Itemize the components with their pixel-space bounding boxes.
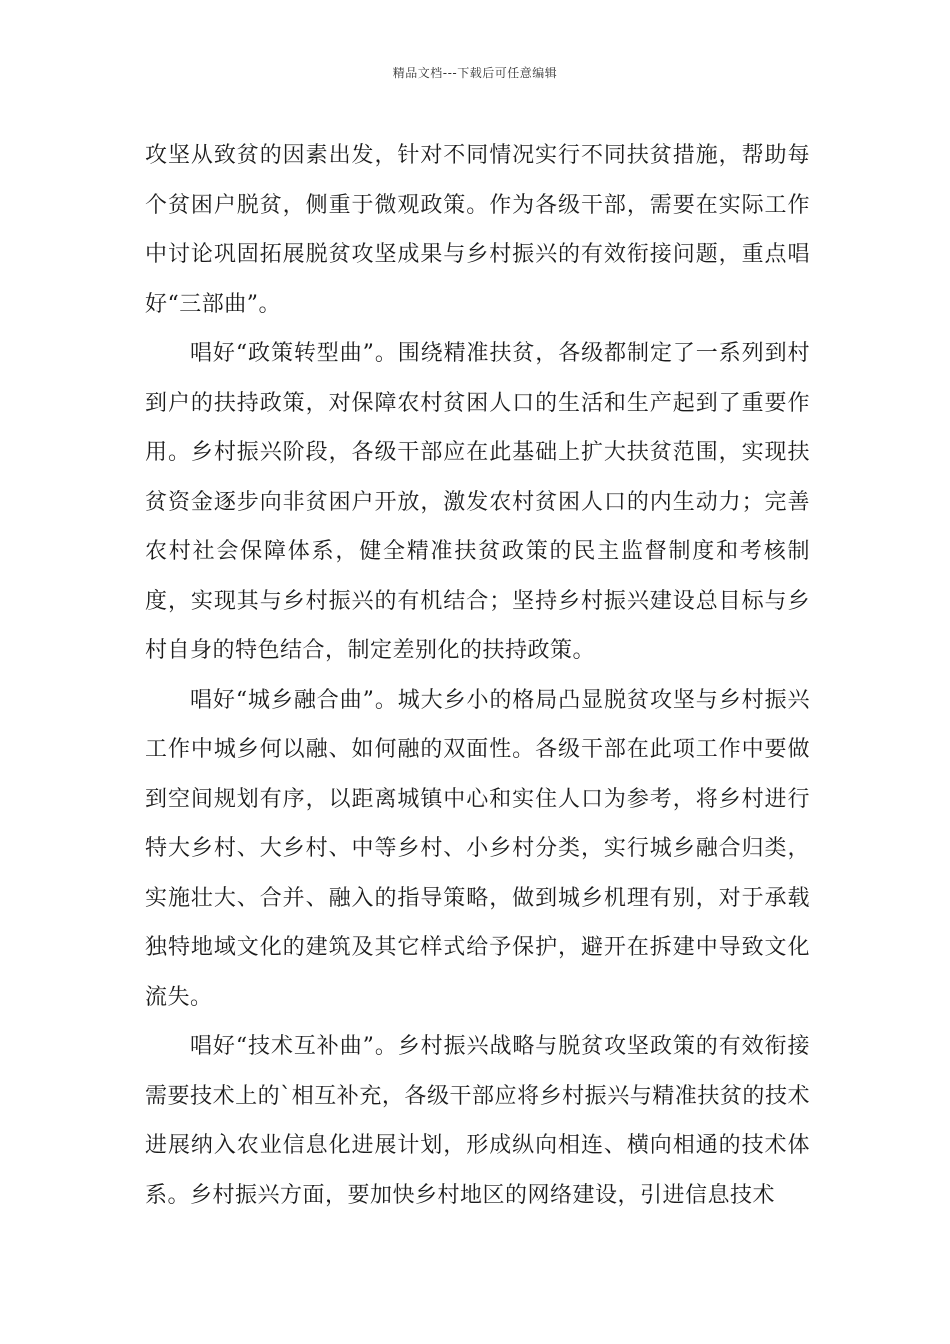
paragraph-1: 攻坚从致贫的因素出发，针对不同情况实行不同扶贫措施，帮助每个贫困户脱贫，侧重于微观政策。作为各级干部，需要在实际工作中讨论巩固拓展脱贫攻坚成果与乡村振兴的有效衔接问题，重点唱好“三部曲”。	[145, 143, 810, 317]
paragraph-4: 唱好“技术互补曲”。乡村振兴战略与脱贫攻坚政策的有效衔接需要技术上的`相互补充，各级干部应将乡村振兴与精准扶贫的技术进展纳入农业信息化进展计划，形成纵向相连、横向相通的技术体系。乡村振兴方面，要加快乡村地区的网络建设，引进信息技术	[145, 1034, 810, 1208]
document-body	[145, 131, 810, 1220]
paragraph-2: 唱好“政策转型曲”。围绕精准扶贫，各级都制定了一系列到村到户的扶持政策，对保障农村贫困人口的生活和生产起到了重要作用。乡村振兴阶段，各级干部应在此基础上扩大扶贫范围，实现扶贫资金逐步向非贫困户开放，激发农村贫困人口的内生动力；完善农村社会保障体系，健全精准扶贫政策的民主监督制度和考核制度，实现其与乡村振兴的有机结合；坚持乡村振兴建设总目标与乡村自身的特色结合，制定差别化的扶持政策。	[145, 341, 810, 663]
page-header: 精品文档---下载后可任意编辑	[392, 66, 558, 80]
paragraph-3: 唱好“城乡融合曲”。城大乡小的格局凸显脱贫攻坚与乡村振兴工作中城乡何以融、如何融的双面性。各级干部在此项工作中要做到空间规划有序，以距离城镇中心和实住人口为参考，将乡村进行特大乡村、大乡村、中等乡村、小乡村分类，实行城乡融合归类，实施壮大、合并、融入的指导策略，做到城乡机理有别，对于承载独特地域文化的建筑及其它样式给予保护，避开在拆建中导致文化流失。	[145, 687, 810, 1010]
